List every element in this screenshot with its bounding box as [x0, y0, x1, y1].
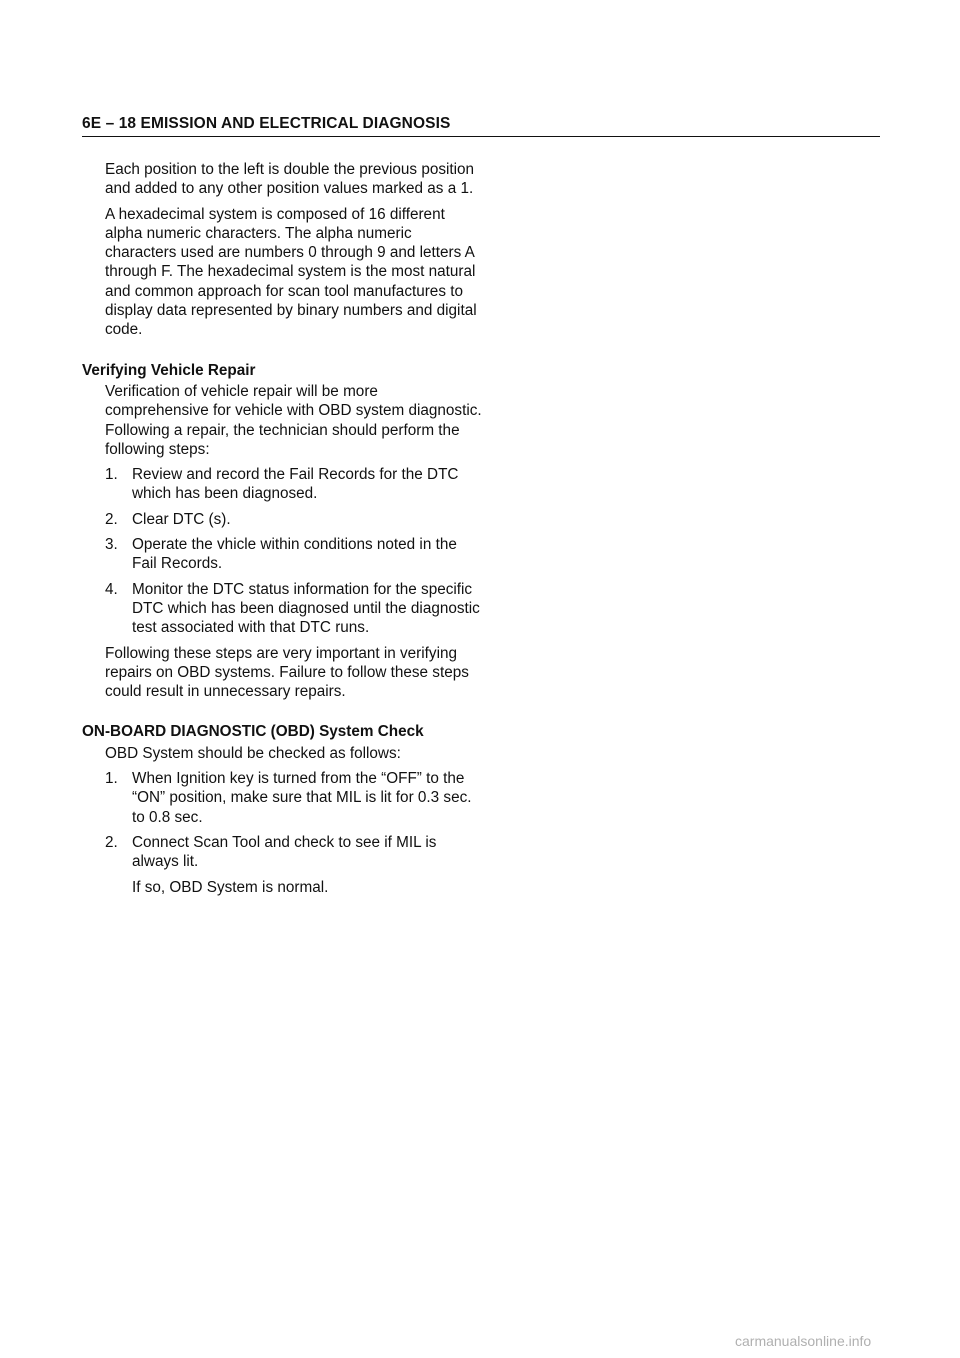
watermark: carmanualsonline.info [735, 1333, 872, 1349]
obd-intro: OBD System should be checked as follows: [105, 744, 401, 762]
step-number: 1. [105, 466, 118, 484]
step-number: 3. [105, 536, 118, 554]
step-text: Connect Scan Tool and check to see if MIL is always lit. [132, 833, 437, 871]
step-text: When Ignition key is turned from the “OFF” to the “ON” position, make sure that MIL is lit for 0.3 sec. to 0.8 sec. [132, 770, 472, 826]
page-header: 6E – 18 EMISSION AND ELECTRICAL DIAGNOSIS [82, 115, 451, 132]
obd-steps-list [105, 769, 482, 897]
header-rule [82, 136, 880, 137]
step-number: 2. [105, 833, 118, 851]
list-item [105, 769, 482, 827]
list-item [105, 465, 482, 504]
list-item [105, 510, 482, 529]
list-item [105, 535, 482, 574]
section-title-obd-check: ON-BOARD DIAGNOSTIC (OBD) System Check [82, 723, 424, 741]
verify-outro: Following these steps are very important in verifying repairs on OBD systems. Failure to follow these steps could result in unnecessary repairs. [105, 644, 469, 701]
intro-paragraph-1: Each position to the left is double the previous position and added to any other position values marked as a 1. [105, 161, 475, 198]
list-item [105, 580, 482, 638]
list-item [105, 833, 482, 897]
verify-intro: Verification of vehicle repair will be more comprehensive for vehicle with OBD system diagnostic. Following a repair, the technician should perform the following steps: [105, 382, 482, 458]
step-text: Operate the vhicle within conditions noted in the Fail Records. [132, 536, 457, 573]
step-text: Clear DTC (s). [132, 510, 231, 528]
step-text: Review and record the Fail Records for the DTC which has been diagnosed. [132, 466, 459, 503]
step-text: Monitor the DTC status information for the specific DTC which has been diagnosed until the diagnostic test associated with that DTC runs. [132, 580, 480, 637]
step-number: 4. [105, 580, 118, 598]
step-number: 1. [105, 770, 118, 788]
page-content [82, 160, 482, 903]
intro-paragraph-2: A hexadecimal system is composed of 16 different alpha numeric characters. The alpha numeric characters used are numbers 0 through 9 and letters A through F. The hexadecimal system is the most natural and common approach for scan tool manufactures to display data represented by binary numbers and digital code. [105, 205, 477, 339]
step-number: 2. [105, 510, 118, 528]
step-note: If so, OBD System is normal. [132, 878, 329, 896]
verify-steps-list [105, 465, 482, 637]
section-title-verifying-repair: Verifying Vehicle Repair [82, 361, 256, 379]
